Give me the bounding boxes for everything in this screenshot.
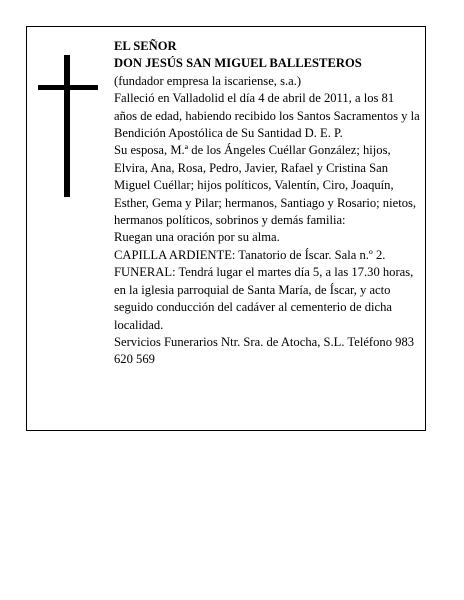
- prayer-line: Ruegan una oración por su alma.: [114, 230, 280, 245]
- family-paragraph: Su esposa, M.ª de los Ángeles Cuéllar González; hijos, Elvira, Ana, Rosa, Pedro, Javier, Rafael y Cristina San Miguel Cuéllar; hijos políticos, Valentín, Ciro, Joaquín, Esther, Gema y Pilar; hermanos, Santiago y Rosario; nietos, hermanos políticos, sobrinos y demás familia:: [114, 143, 417, 228]
- deceased-subtitle: (fundador empresa la iscariense, s.a.): [114, 73, 302, 88]
- cross-icon: [38, 55, 98, 197]
- obituary-text: [114, 38, 420, 369]
- cross-horizontal-bar: [38, 85, 98, 90]
- funeral-paragraph: FUNERAL: Tendrá lugar el martes día 5, a las 17.30 horas, en la iglesia parroquial de Santa María, de Íscar, y acto seguido conducción del cadáver al cementerio de dicha localidad.: [114, 265, 414, 332]
- deceased-name: DON JESÚS SAN MIGUEL BALLESTEROS: [114, 56, 362, 71]
- notice-title: EL SEÑOR: [114, 39, 177, 53]
- funeral-services-line: Servicios Funerarios Ntr. Sra. de Atocha, S.L. Teléfono 983 620 569: [114, 334, 415, 367]
- chapel-line: CAPILLA ARDIENTE: Tanatorio de Íscar. Sala n.º 2.: [114, 247, 386, 262]
- cross-vertical-bar: [64, 55, 70, 197]
- death-paragraph: Falleció en Valladolid el día 4 de abril de 2011, a los 81 años de edad, habiendo recibido los Santos Sacramentos y la Bendición Apostólica de Su Santidad D. E. P.: [114, 91, 420, 141]
